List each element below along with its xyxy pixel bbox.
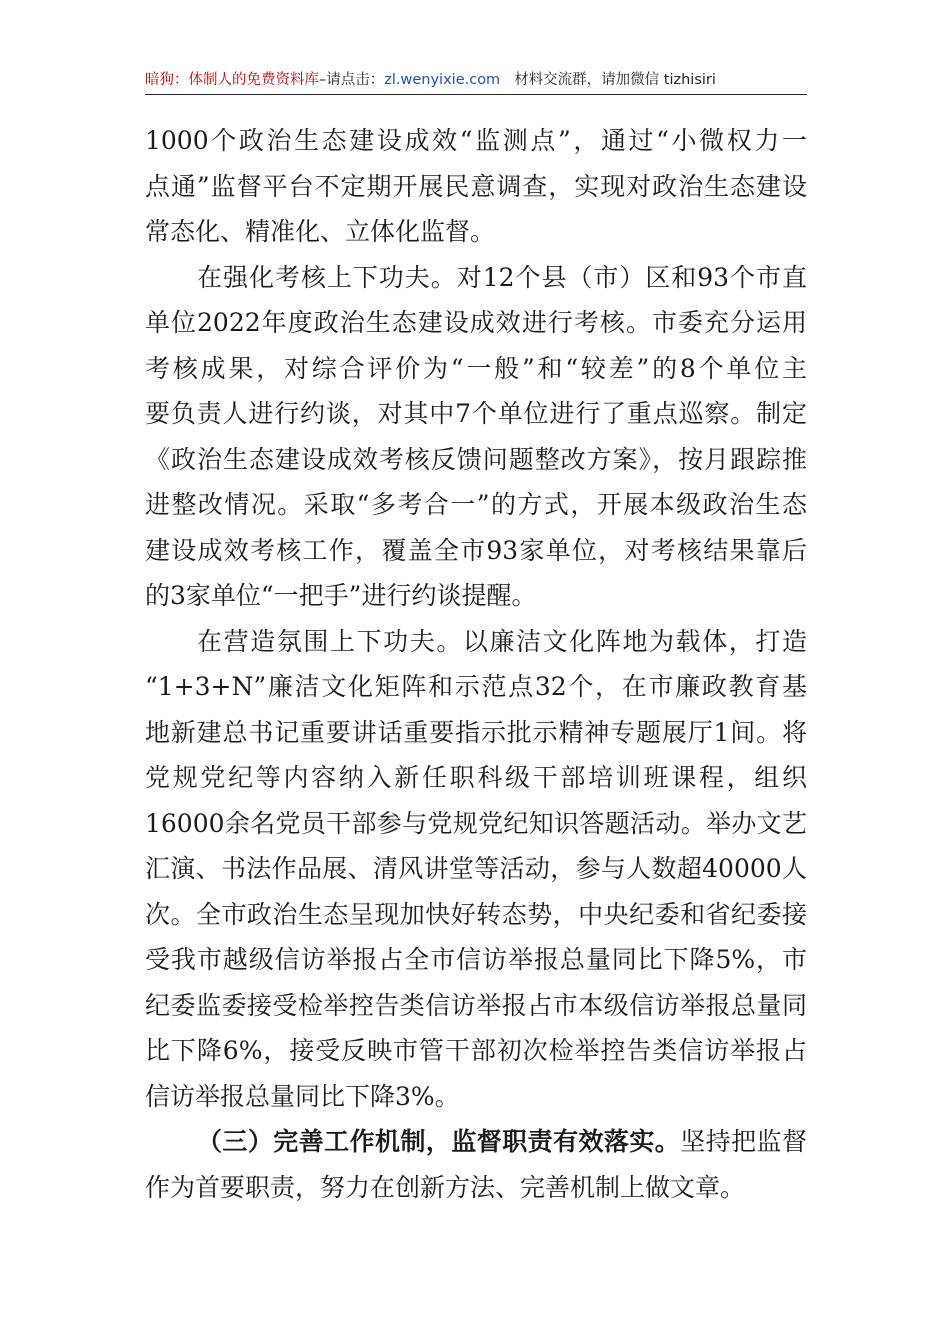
page-header bbox=[145, 68, 807, 95]
text-line: 比下降6%，接受反映市管干部初次检举控告类信访举报占 bbox=[145, 1036, 807, 1065]
text-line: 考核成果，对综合评价为“一般”和“较差”的8个单位主 bbox=[145, 353, 807, 383]
text-line: 纪委监委接受检举控告类信访举报占市本级信访举报总量同 bbox=[145, 990, 807, 1020]
text-line: 地新建总书记重要讲话重要指示批示精神专题展厅1间。将 bbox=[145, 717, 807, 747]
text-line: “1+3+N”廉洁文化矩阵和示范点32个，在市廉政教育基 bbox=[145, 672, 807, 701]
text-line: 汇演、书法作品展、清风讲堂等活动，参与人数超40000人 bbox=[145, 854, 807, 883]
header-contact: 材料交流群，请加微信 tizhisiri bbox=[514, 72, 716, 88]
header-prompt: –请点击： bbox=[319, 72, 385, 88]
text-line: 建设成效考核工作，覆盖全市93家单位，对考核结果靠后 bbox=[145, 535, 807, 565]
text-line: 在营造氛围上下功夫。以廉洁文化阵地为载体，打造 bbox=[197, 626, 807, 656]
text-line: 的3家单位“一把手”进行约谈提醒。 bbox=[145, 581, 537, 610]
text-line: 信访举报总量同比下降3%。 bbox=[145, 1081, 460, 1111]
text-line: 要负责人进行约谈，对其中7个单位进行了重点巡察。制定 bbox=[145, 399, 807, 428]
text-line: 单位2022年度政治生态建设成效进行考核。市委充分运用 bbox=[145, 308, 807, 337]
section-heading-line bbox=[145, 1119, 807, 1165]
text-line: 党规党纪等内容纳入新任职科级干部培训班课程，组织 bbox=[145, 763, 807, 792]
text-line: 作为首要职责，努力在创新方法、完善机制上做文章。 bbox=[145, 1172, 746, 1202]
text-line: 在强化考核上下功夫。对12个县（市）区和93个市直 bbox=[197, 262, 807, 292]
text-line: 点通”监督平台不定期开展民意调查，实现对政治生态建设 bbox=[145, 171, 807, 201]
text-run: 坚持把监督 bbox=[680, 1127, 807, 1156]
text-line: 次。全市政治生态呈现加快好转态势，中央纪委和省纪委接 bbox=[145, 899, 807, 929]
text-line: 常态化、精准化、立体化监督。 bbox=[145, 217, 496, 246]
text-line: 进整改情况。采取“多考合一”的方式，开展本级政治生态 bbox=[145, 490, 807, 519]
section-heading: （三）完善工作机制，监督职责有效落实。 bbox=[197, 1127, 681, 1156]
header-site-link[interactable]: zl.wenyixie.com bbox=[384, 72, 501, 88]
text-line: 《政治生态建设成效考核反馈问题整改方案》，按月跟踪推 bbox=[145, 444, 807, 474]
text-line: 受我市越级信访举报占全市信访举报总量同比下降5%，市 bbox=[145, 945, 807, 974]
text-line: 1000个政治生态建设成效“监测点”，通过“小微权力一 bbox=[145, 126, 807, 155]
text-line: 16000余名党员干部参与党规党纪知识答题活动。举办文艺 bbox=[145, 808, 807, 838]
document-body bbox=[145, 118, 807, 1210]
header-brand: 暗狗：体制人的免费资料库 bbox=[145, 72, 319, 88]
